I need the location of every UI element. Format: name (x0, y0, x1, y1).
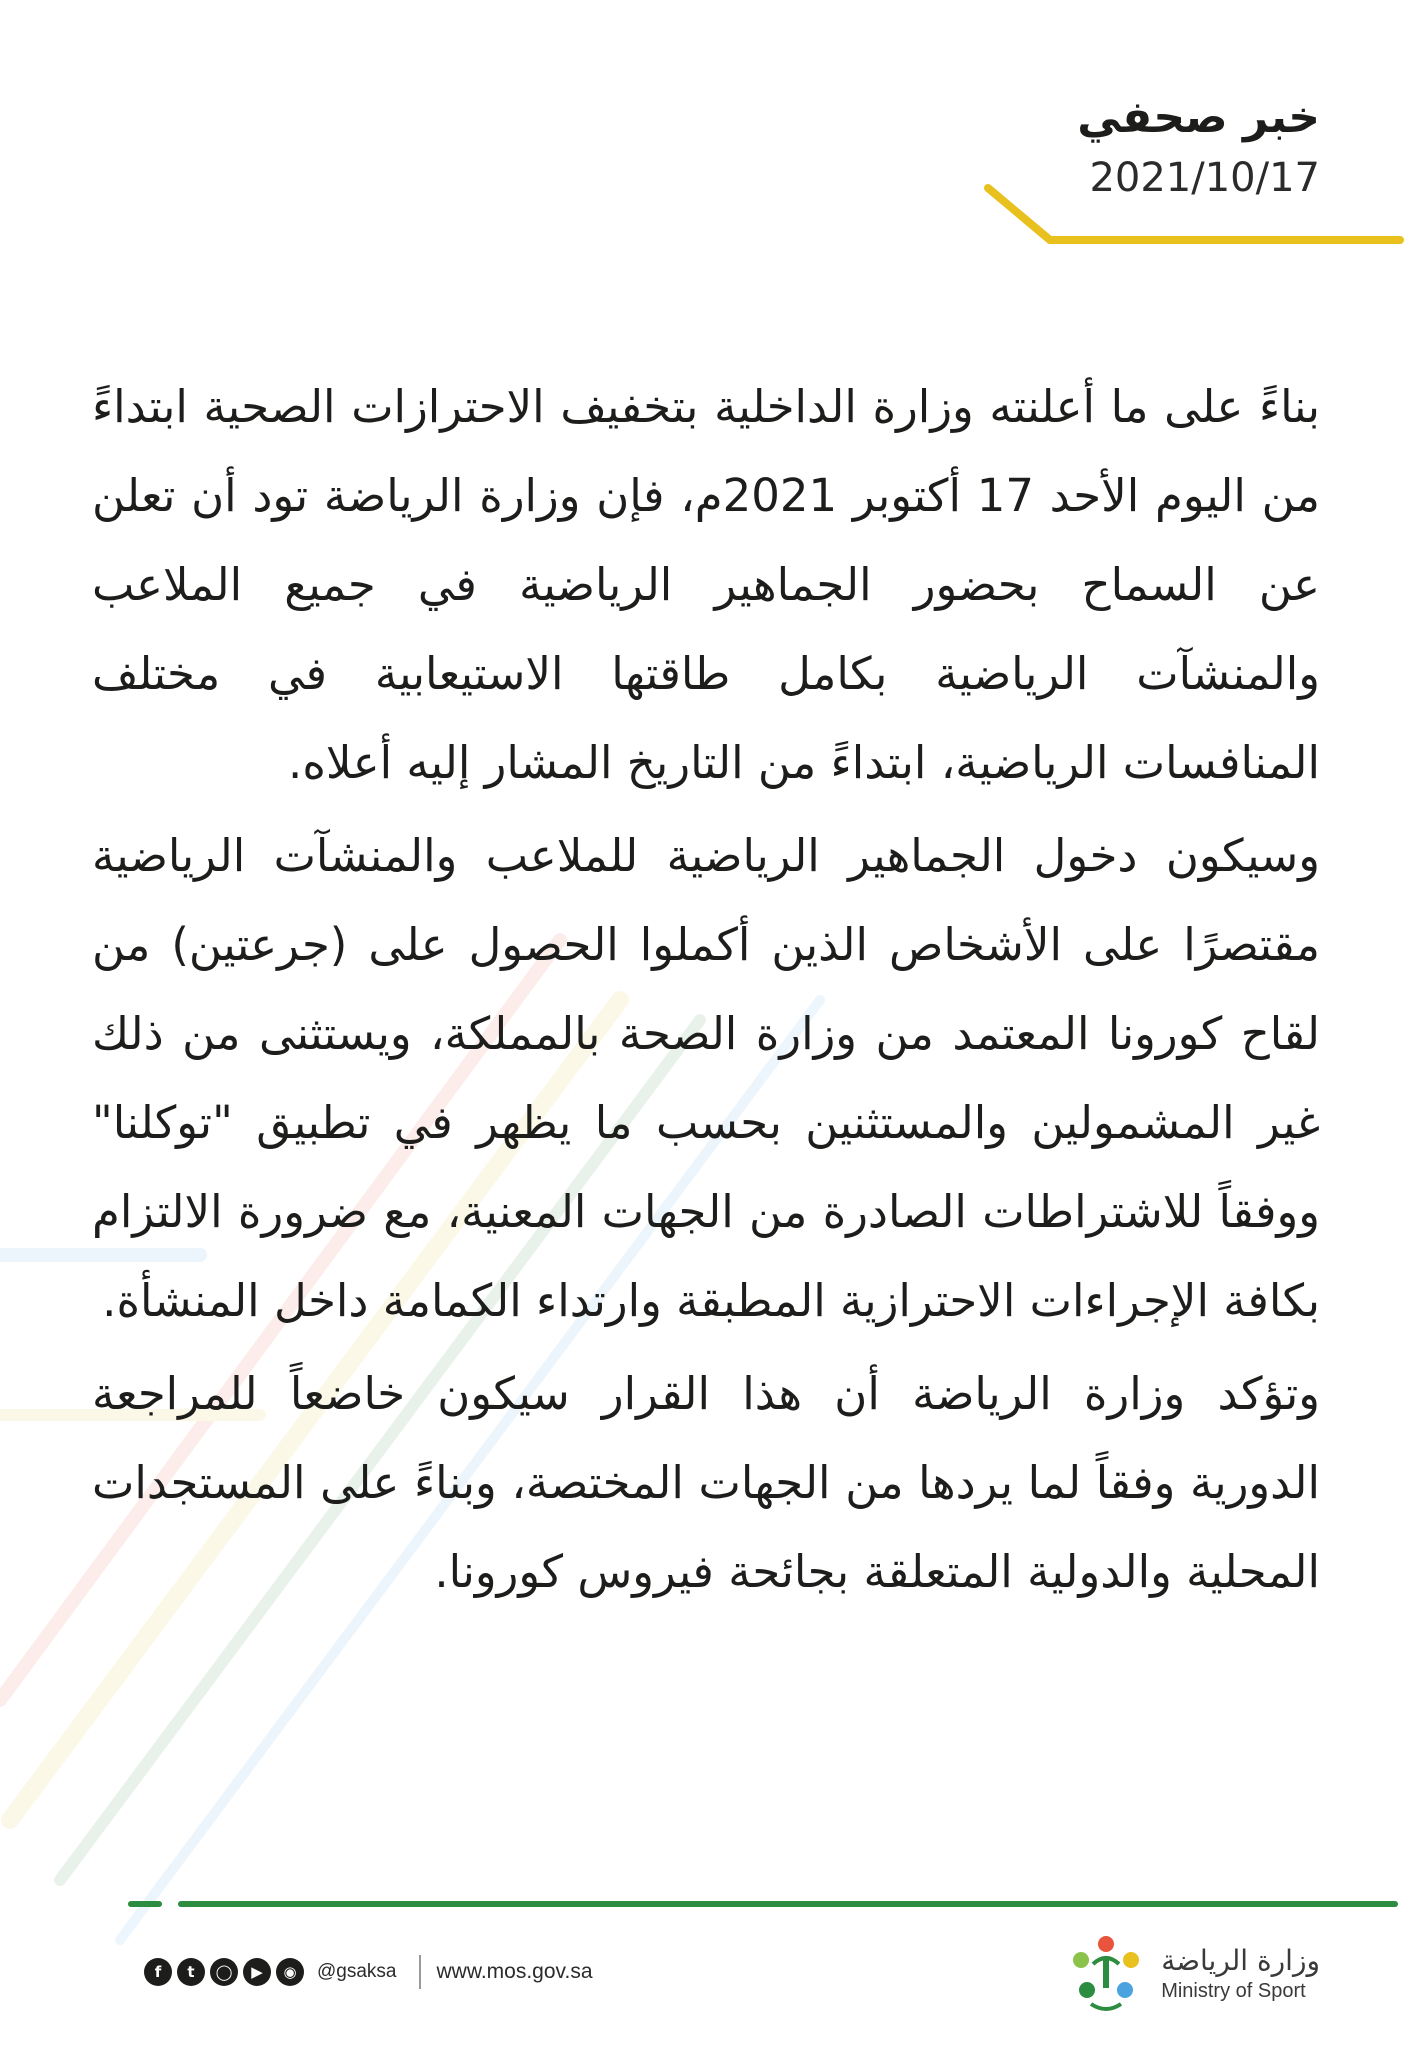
logo-english-name: Ministry of Sport (1161, 1980, 1306, 2002)
footer-divider (128, 1901, 1398, 1909)
footer-divider-short (128, 1901, 162, 1907)
social-bar (144, 1954, 593, 1990)
document-date: 2021/10/17 (1089, 155, 1320, 201)
snapchat-icon[interactable]: ◯ (210, 1958, 238, 1986)
document-type-title: خبر صحفي (1077, 92, 1320, 143)
website-link[interactable]: www.mos.gov.sa (436, 1960, 593, 1983)
footer-divider-long (178, 1901, 1398, 1907)
ministry-logo (1063, 1930, 1320, 2016)
paragraph-3: وتؤكد وزارة الرياضة أن هذا القرار سيكون خاضعاً للمراجعة الدورية وفقاً لما يردها من الجهات المختصة، وبناءً على المستجدات المحلية والدولية المتعلقة بجائحة فيروس كورونا. (92, 1367, 1320, 1598)
facebook-icon[interactable]: f (144, 1958, 172, 1986)
instagram-icon[interactable]: ◉ (276, 1958, 304, 1986)
paragraph-1: بناءً على ما أعلنته وزارة الداخلية بتخفيف الاحترازات الصحية ابتداءً من اليوم الأحد 17 أكتوبر 2021م، فإن وزارة الرياضة تود أن تعلن عن السماح بحضور الجماهير الرياضية في جميع الملاعب والمنشآت الرياضية بكامل طاقتها الاستيعابية في مختلف المنافسات الرياضية، ابتداءً من التاريخ المشار إليه أعلاه. (92, 380, 1320, 789)
header-accent-line (980, 168, 1412, 258)
logo-arabic-name: وزارة الرياضة (1161, 1944, 1320, 1977)
ministry-emblem-icon (1063, 1930, 1149, 2016)
social-handle[interactable]: @gsaksa (317, 1961, 397, 1982)
youtube-icon[interactable]: ▶ (243, 1958, 271, 1986)
twitter-icon[interactable]: t (177, 1958, 205, 1986)
document-body (92, 362, 1320, 1618)
footer-separator (419, 1955, 421, 1989)
paragraph-2: وسيكون دخول الجماهير الرياضية للملاعب والمنشآت الرياضية مقتصرًا على الأشخاص الذين أكملوا الحصول على (جرعتين) من لقاح كورونا المعتمد من وزارة الصحة بالمملكة، ويستثنى من ذلك غير المشمولين والمستثنين بحسب ما يظهر في تطبيق "توكلنا" ووفقاً للاشتراطات الصادرة من الجهات المعنية، مع ضرورة الالتزام بكافة الإجراءات الاحترازية المطبقة وارتداء الكمامة داخل المنشأة. (92, 829, 1320, 1327)
